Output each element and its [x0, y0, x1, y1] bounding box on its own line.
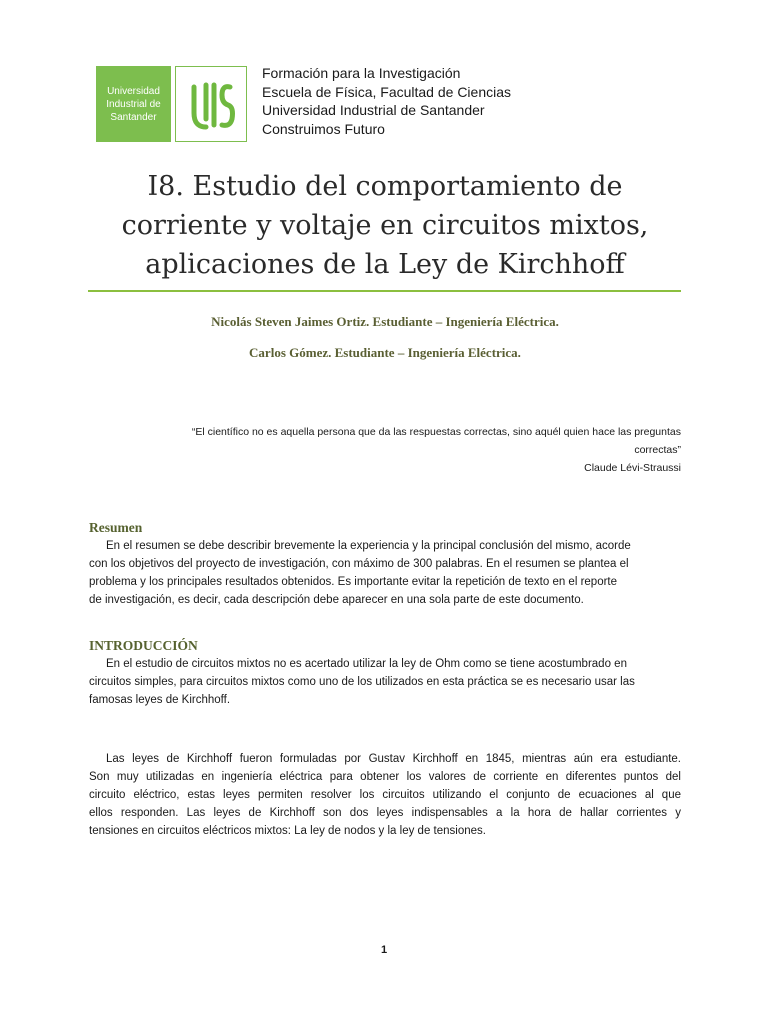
- institution-line: Universidad Industrial de Santander: [262, 102, 485, 118]
- intro-paragraph-2: [89, 750, 681, 840]
- institution-block: [262, 64, 511, 138]
- title-line: aplicaciones de la Ley de Kirchhoff: [145, 249, 625, 280]
- logo-text-line: Universidad: [107, 85, 160, 97]
- page-number: 1: [380, 944, 388, 956]
- paragraph-line: con los objetivos del proyecto de investigación, con máximo de 300 palabras. En el resumen se plantea el: [89, 558, 629, 570]
- paragraph-line: de investigación, es decir, cada descripción debe aparecer en una sola parte de este documento.: [89, 594, 584, 606]
- quote-attribution: Claude Lévi-Straussi: [584, 462, 681, 474]
- paragraph-line: En el estudio de circuitos mixtos no es acertado utilizar la ley de Ohm como se tiene acostumbrado en: [106, 658, 627, 670]
- paragraph-line: Son muy utilizadas en ingeniería eléctrica para obtener los valores de corriente en diferentes puntos del: [89, 771, 681, 783]
- logo-text-line: Santander: [110, 111, 157, 123]
- university-logo: [96, 66, 171, 142]
- paragraph-line: En el resumen se debe describir brevemente la experiencia y la principal conclusión del mismo, acorde: [106, 540, 631, 552]
- paragraph-line: famosas leyes de Kirchhoff.: [89, 694, 231, 706]
- section-heading-introduccion: INTRODUCCIÓN: [89, 638, 198, 653]
- section-heading-resumen: Resumen: [89, 520, 143, 535]
- resumen-paragraph: [89, 537, 681, 609]
- paragraph-line: circuito eléctrico, estas leyes permiten resolver los circuitos utilizando el conjunto de ecuaciones al que: [89, 789, 681, 801]
- document-header: [96, 64, 696, 142]
- title-divider: [88, 290, 681, 292]
- paragraph-line: problema y los principales resultados obtenidos. Es importante evitar la repetición de texto en el reporte: [89, 576, 618, 588]
- document-title: [90, 167, 680, 284]
- institution-line: Formación para la Investigación: [262, 65, 461, 81]
- quote-line: correctas”: [634, 444, 681, 456]
- author-line: Nicolás Steven Jaimes Ortiz. Estudiante – Ingeniería Eléctrica.: [211, 314, 559, 329]
- paragraph-line: ellos responden. Las leyes de Kirchhoff son dos leyes indispensables a la hora de hallar corrientes y: [89, 807, 681, 819]
- uis-emblem-icon: [175, 66, 247, 142]
- quote-line: “El científico no es aquella persona que da las respuestas correctas, sino aquél quien hace las preguntas: [191, 426, 681, 438]
- paragraph-line: circuitos simples, para circuitos mixtos como uno de los utilizados en esta práctica se es necesario usar las: [89, 676, 635, 688]
- intro-paragraph-1: [89, 655, 681, 709]
- author-line: Carlos Gómez. Estudiante – Ingeniería Eléctrica.: [249, 345, 521, 360]
- paragraph-line: tensiones en circuitos eléctricos mixtos: La ley de nodos y la ley de tensiones.: [89, 825, 486, 837]
- paragraph-line: Las leyes de Kirchhoff fueron formuladas por Gustav Kirchhoff en 1845, mientras aún era estudiante.: [106, 753, 681, 765]
- institution-line: Construimos Futuro: [262, 120, 385, 137]
- title-line: corriente y voltaje en circuitos mixtos,: [121, 210, 649, 241]
- epigraph-quote: [120, 423, 681, 477]
- institution-line: Escuela de Física, Facultad de Ciencias: [262, 83, 512, 100]
- logo-text-line: Industrial de: [106, 98, 161, 110]
- title-line: I8. Estudio del comportamiento de: [147, 171, 623, 202]
